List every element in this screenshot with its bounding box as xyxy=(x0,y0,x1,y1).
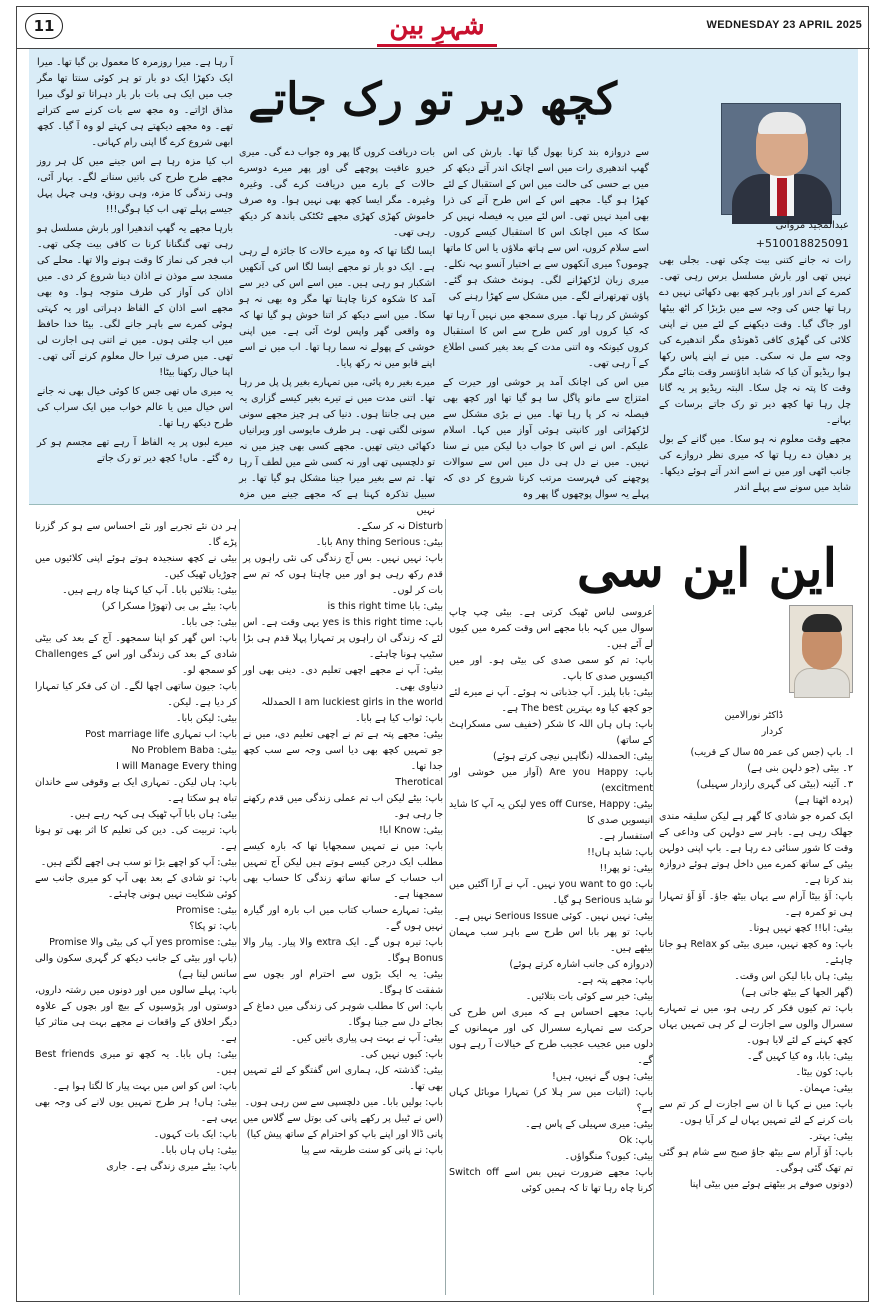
dialogue-line: بیٹی: تمہارے حساب کتاب میں اب بارہ اور گیارہ نہیں ہوں گے۔ xyxy=(243,905,443,932)
dialogue-line: بیٹی: یہ ایک بڑوں سے احترام اور بچوں سے شفقت کا ہوگا۔ xyxy=(243,969,443,996)
dialogue-line: باپ: تربیت کی۔ دین کی تعلیم کا اثر بھی تو ہونا ہے۔ xyxy=(35,825,237,852)
dialogue-line: باپ: بیٹے میری زندگی ہے۔ جاری xyxy=(106,1161,237,1172)
dialogue-line: بیٹی: بابا، وہ کیا کہیں گے۔ xyxy=(746,1051,853,1062)
dialogue-line: بیٹی: الحمدللہ (نگاہیں نیچی کرتے ہوئے) xyxy=(493,751,653,762)
dialogue-line: بیٹی: بابا is this right time xyxy=(327,601,443,612)
dialogue-line: باپ: اس کا مطلب شوہر کی زندگی میں دماغ کے بجائے دل سے جینا ہوگا۔ xyxy=(243,1001,443,1028)
dialogue-line: باپ: بیٹے لیکن اب تم عملی زندگی میں قدم رکھنے جا رہی ہو۔ xyxy=(243,793,443,820)
dialogue-line: باپ: Ok xyxy=(618,1135,653,1146)
dialogue-line: بیٹی: ہاں بابا۔ یہ کچھ تو میری Best friends ہیں۔ xyxy=(35,1049,237,1076)
dialogue-line: باپ: Are you Happy (آواز میں خوشی اور excitment) xyxy=(449,767,653,794)
dialogue-line: باپ: تم کو سمی صدی کی بیٹی ہو۔ اور میں اکیسویں صدی کا باپ۔ xyxy=(449,655,653,682)
dialogue-line: Therotical xyxy=(395,777,443,788)
dialogue-line: باپ: تیرہ ہوں گے۔ ایک extra والا پیار۔ پیار والا Bonus ہوگا۔ xyxy=(243,937,443,964)
dialogue-line: بیٹی: خیر سے کوئی بات بتلائیں۔ xyxy=(525,991,653,1002)
bottom-article-headline: این این سی xyxy=(576,538,838,599)
top-article-column-4 xyxy=(37,55,233,499)
top-article-column-3 xyxy=(239,145,435,516)
dialogue-line: باپ: میں نے کہا نا ان سے اجازت لے کر تم سے بات کرنے کے لئے تمہیں یہاں لے کر آیا ہوں۔ xyxy=(659,1099,853,1126)
dialogue-line: بیٹی: بہتر۔ xyxy=(808,1131,853,1142)
issue-date: WEDNESDAY 23 APRIL 2025 xyxy=(706,19,862,31)
newspaper-page xyxy=(16,6,869,1302)
dialogue-line: بیٹی: ہاں بابا لیکن اس وقت۔ xyxy=(734,971,853,982)
author-photo-2 xyxy=(789,605,853,693)
column-divider xyxy=(239,519,240,1295)
masthead-underline xyxy=(377,44,497,47)
bottom-author-name: ڈاکٹر نورالامین xyxy=(724,710,783,721)
dialogue-line: باپ: بیٹے بی بی (تھوڑا مسکرا کر) xyxy=(101,601,237,612)
dialogue-line: باپ: تم کیوں فکر کر رہی ہو، میں نے تمہارے سسرال والوں سے اجازت لے کر ہی تمہیں یہاں کچھ کہنے کے لئے لایا ہوں۔ xyxy=(659,1003,853,1046)
dialogue-line: بیٹی: ابا!! کچھ نہیں ہوتا۔ xyxy=(748,923,853,934)
dialogue-line: I am luckiest girls in the world الحمدللہ xyxy=(261,697,443,708)
dialogue-line: باپ: تو پکا؟ xyxy=(189,921,237,932)
dialogue-line: بیٹی: نہیں نہیں۔ کوئی Serious Issue نہیں ہے۔ xyxy=(453,911,653,922)
dialogue-line: بیٹی: yes promise آپ کی بیٹی والا Promise xyxy=(49,937,237,948)
paragraph: سے دروازہ بند کرنا بھول گیا تھا۔ بارش کی اس گھپ اندھیری رات میں اسے اچانک اندر آتے دیکھ کر میں بے حسی کی حالت میں اس کے استقبال کے لئے کھڑا ہو گیا۔ مجھے اس کے اس طرح آنے کی ذرا بھی امید نہیں تھی۔ اس لئے میں یہ فیصلہ نہیں کر سکا کہ میں اچانک اس کا استقبال کیسے کروں۔ اسے سلام کروں، اس سے ہاتھ ملاؤں یا اس کا ماتھا چوموں؟ میری آنکھوں سے بے اختیار آنسو بہہ نکلے۔ میری زبان لڑکھڑانے لگی۔ ہونٹ خشک ہو گئے۔ پاؤں تھرتھرانے لگے۔ میں مشکل سے کھڑا رہنے کی xyxy=(443,147,649,302)
masthead-logo xyxy=(377,9,497,45)
dialogue-line: I will Manage Every thing xyxy=(116,761,237,772)
dialogue-line: باپ: مجھے احساس ہے کہ میری اس طرح کی حرکت سے تمہارے سسرال کی اور مہمانوں کے دلوں میں عجیب عجیب طرح کے خیالات آ رہے ہوں گے۔ xyxy=(449,1007,653,1066)
dialogue-line: بیٹی: آپ کو اچھے بڑا تو سب ہی اچھے لگتے ہیں۔ xyxy=(40,857,237,868)
top-article-column-2 xyxy=(443,145,649,499)
dialogue-line: بیٹی نے کچھ سنجیدہ ہوتے ہوئے اپنی کلائیوں میں چوڑیاں ٹھیک کیں۔ xyxy=(35,553,237,580)
dialogue-line: بیٹی: Promise xyxy=(176,905,237,916)
bottom-article-column-4 xyxy=(35,519,237,1293)
masthead-name: شہرِ بین xyxy=(389,11,485,41)
dialogue-line: ۳۔ آئینہ (بیٹی کی گہری رازدار سہیلی) xyxy=(696,779,853,790)
paragraph: کوشش کر رہا تھا۔ میری سمجھ میں نہیں آ رہا تھا کہ کیا کروں اور کس طرح سے اس کا استقبال کروں کیونکہ وہ اتنی مدت کے بعد بغیر کسی اطلاع کے آ رہی تھی۔ xyxy=(443,310,649,369)
dialogue-line: باپ: کیوں نہیں کی۔ xyxy=(359,1049,443,1060)
dialogue-line: ا۔ باپ (جس کی عمر ۵۵ سال کے قریب) xyxy=(690,747,853,758)
dialogue-line: ایک کمرہ جو شادی کا گھر ہے لیکن سلیقہ مندی جھلک رہی ہے۔ باہر سے دولہن کی وداعی کے وقت کا شور سنائی دے رہا ہے۔ باپ اپنی دولہن بیٹی کے ساتھ کمرے میں داخل ہوتے ہوئے دروازہ بند کرتا ہے۔ xyxy=(659,811,853,886)
dialogue-line: باپ: تو پھر بابا اس طرح سے باہر سب مہمان بیٹھے ہیں۔ xyxy=(449,927,653,954)
paragraph: میرے بغیر رہ پائی، میں تمہارے بغیر پل پل مر رہا تھا۔ اتنی مدت میں نے تیرے بغیر کیسے گزاری یہ میں ہی جانتا ہوں۔ دنیا کی ہر چیز مجھے سونی سونی لگتی تھی۔ ہر طرف مایوسی اور ویرانیاں دکھائی دیتی تھیں۔ مجھے کسی بھی چیز میں نہ تو دلچسپی تھی اور نہ کسی شے میں لطف آ رہا تھا۔ تم سے بغیر میرا جینا مشکل ہو گیا تھا۔ بر سبیل تذکرہ کہنا ہے کہ مجھے جینے میں مزہ نہیں xyxy=(239,377,435,516)
dialogue-line: بیٹی: بتلائیں بابا۔ آپ کیا کہنا چاہ رہے ہیں۔ xyxy=(62,585,237,596)
author-name: عبدالمجید مروانی xyxy=(775,220,849,231)
paragraph: یہ میری ماں تھی جس کا کوئی خیال بھی نہ جانے اس خیال میں یا عالم خواب میں ایک سراب کی طرح دیکھ رہا تھا۔ xyxy=(37,386,233,429)
top-article-column-1 xyxy=(659,253,851,499)
dialogue-line: باپ: ہاں لیکن۔ تمہاری ایک بے وقوفی سے خاندان تباہ ہو سکتا ہے۔ xyxy=(35,777,237,804)
column-divider xyxy=(653,605,654,1295)
dialogue-line: باپ: تو شادی کے بعد بھی آپ کو میری جانب سے کوئی شکایت نہیں ہونی چاہئے۔ xyxy=(35,873,237,900)
dialogue-line: بیٹی: No Problem Baba xyxy=(131,745,237,756)
top-article-headline: کچھ دیر تو رک جاتے xyxy=(248,74,617,125)
photo-hair xyxy=(758,112,806,134)
dialogue-line: باپ: وہ کچھ نہیں، میری بیٹی کو Relax ہو جانا چاہئے۔ xyxy=(659,939,853,966)
dialogue-line: باپ: you want to go نہیں۔ آپ نے آرا آگئیں میں تو شاید Serious ہو گیا۔ xyxy=(449,879,653,906)
dialogue-line: بیٹی: لیکن بابا۔ xyxy=(175,713,237,724)
dialogue-line: (گھر الجھا کے بیٹھ جاتی ہے) xyxy=(741,987,853,998)
dialogue-line: باپ: آؤ آرام سے بیٹھ جاؤ صبح سے شام ہو گئی تم تھک گئی ہوگی۔ xyxy=(659,1147,853,1174)
dialogue-line: بیٹی: مہمان۔ xyxy=(798,1083,853,1094)
dialogue-line: بیٹی: گذشتہ کل، ہماری اس گفتگو کے لئے تمہیں بھی تھا۔ xyxy=(243,1065,443,1092)
dialogue-line: باپ: کون بیٹا۔ xyxy=(795,1067,853,1078)
dialogue-line: باپ: ایک بات کہوں۔ xyxy=(153,1129,237,1140)
author-phone: +510018825091 xyxy=(755,237,849,250)
dialogue-line: بیٹی: تو پھر!! xyxy=(599,863,653,874)
dialogue-line: باپ: بولیں بابا۔ میں دلچسپی سے سن رہی ہوں۔ xyxy=(244,1097,443,1108)
dialogue-line: بیٹی: آپ نے مجھے اچھی تعلیم دی۔ دینی بھی اور دنیاوی بھی۔ xyxy=(243,665,443,692)
dialogue-line: بیٹی: ہاں ہاں بابا۔ xyxy=(160,1145,237,1156)
dialogue-line: (دروازہ کی جانب اشارہ کرتے ہوئے) xyxy=(509,959,653,970)
bottom-article-column-2 xyxy=(449,605,653,1293)
dialogue-line: استفسار ہے۔ xyxy=(598,831,653,842)
dialogue-line: بیٹی: yes off Curse, Happy لیکن یہ آپ کا شاید انیسویں صدی کا xyxy=(449,799,653,826)
paragraph: رات نہ جانے کتنی بیت چکی تھی۔ بجلی بھی نہیں تھی اور بارش مسلسل برس رہی تھی۔ کمرے کے اندر اور باہر کچھ بھی دکھائی نہیں دے رہا تھا جس کی وجہ سے میں بڑبڑا کر اٹھ بیٹھا اور جاگ گیا۔ وقت دیکھنے کے لئے میں نے اپنی کلائی کی گھڑی کافی ڈھونڈی مگر اندھیرے کی وجہ سے مل نہ سکی۔ میں نے اپنے پاس رکھا ہوا ریڈیو آن کیا کہ شاید اناؤنسر وقت بتائے مگر وقت کا پتہ نہ چل سکا۔ البتہ ریڈیو پر یہ گانا چل رہا تھا کچھ دیر تو رک جاتے برسات کے بہانے۔ xyxy=(659,255,851,426)
photo-body xyxy=(794,668,850,698)
dialogue-line: عروسی لباس ٹھیک کرتی ہے۔ بیٹی چپ چاپ سوال میں کہہ بابا مجھے اس وقت کمرہ میں کیوں لے آئے ہیں۔ xyxy=(449,607,653,650)
paragraph: بارہا مجھے یہ گھپ اندھیرا اور بارش مسلسل ہو رہی تھی گنگنانا کرنا ت کافی بیت چکی تھی۔ اب فجر کی نماز کا وقت ہونے والا تھا۔ محلے کی مسجد سے موذن نے اذان دینا شروع کر دی۔ میں اذان کی آواز کی طرف متوجہ ہوا۔ وہ بھی مجھے اسے اذان کے الفاظ دہراتی اور یہ کہتی ہوئی کمرے سے باہر جانے لگی۔ بیٹا خدا حافظ میں اب چلتی ہوں۔ میں نے اتنی ہی اجازت لی تھی۔ میں صرف تیرا حال معلوم کرنے آئی تھی۔ اپنا خیال رکھنا بیٹا! xyxy=(37,223,233,378)
dialogue-line: (پردہ اٹھتا ہے) xyxy=(794,795,853,806)
dialogue-line: باپ: مجھے ضرورت نہیں بس اسے Switch off کرنا چاہ رہا تھا تا کہ ہمیں کوئی xyxy=(449,1167,654,1194)
dialogue-line: باپ: اس گھر کو اپنا سمجھو۔ آج کے بعد کی بیٹی شادی کے بعد کی زندگی اور اس کے Challenges کو سمجھ لو۔ xyxy=(35,633,237,676)
paragraph: ایسا لگتا تھا کہ وہ میرے حالات کا جائزہ لے رہی ہے۔ ایک دو بار تو مجھے ایسا لگا اس کی آنکھیں اشکبار ہو رہی ہیں۔ میں اسے اس کی دیر سے آمد کا شکوہ کرنا چاہتا تھا مگر وہ بھی نہ ہو سکا۔ میں اسے دیکھ کر اتنا خوش ہو گیا تھا کہ وہ واقعی گھر واپس لوٹ آئی ہے۔ میں اپنی خوشی کے پھولے نہ سما رہا تھا۔ اب میں نے اسے اپنے قابو میں نہ رکھ پایا۔ xyxy=(239,246,435,369)
bottom-article-column-1 xyxy=(659,745,853,1293)
top-article xyxy=(29,49,858,516)
column-divider xyxy=(445,519,446,1295)
dialogue-line: باپ: میں نے تمہیں سمجھایا تھا کہ بارہ کیسے مطلب ایک درجن کیسے ہوتے ہیں لیکن آج تمہیں اب حساب کے ساتھ ساتھ زندگی کا حساب بھی سمجھنا ہے۔ xyxy=(243,841,443,900)
dialogue-line: باپ: پہلے سالوں میں اور دونوں میں رشتہ داروں، دوستوں اور پڑوسیوں کے بیچ اور بچوں کے علاوہ دیگر اخلاق کے واقعات نے مجھے بہت ہی متاثر کیا ہے۔ xyxy=(35,985,237,1044)
dialogue-line: باپ: ہاں ہاں اللہ کا شکر (خفیف سی مسکراہٹ کے ساتھ) xyxy=(449,719,653,746)
paragraph: میں اس کی اچانک آمد پر خوشی اور حیرت کے امتزاج سے مانو پاگل سا ہو گیا تھا اور کچھ بھی فیصلہ نہ کر پا رہا تھا۔ میں نے بڑی مشکل سے لڑکھڑاتی اور کانپتی ہوئی آواز میں کہا۔ اسلام علیکم۔ اس نے اس کا جواب دیا لیکن میں نے سنا نہیں۔ میں نے دل ہی دل میں اس سے سوالات پوچھنے کی فہرست مرتب کرنا شروع کر دی کہ پہلے یہ سوال پوچھوں گا پھر وہ xyxy=(443,377,649,500)
dialogue-line: بیٹی: جی بابا۔ xyxy=(180,617,237,628)
photo-hair xyxy=(802,614,842,632)
dialogue-line: بیٹی: میری سہیلی کے پاس ہے۔ xyxy=(525,1119,653,1130)
dialogue-line: بیٹی: Know ابا! xyxy=(379,825,443,836)
dialogue-line: (اس نے ٹیبل پر رکھے پانی کی بوتل سے گلاس میں پانی ڈالا اور اپنے باپ کو احترام کے ساتھ پیش کیا) xyxy=(243,1113,443,1140)
photo-tie xyxy=(777,178,787,216)
dialogue-line: باپ: اب تمہاری Post marriage life xyxy=(85,729,237,740)
author-photo xyxy=(721,103,841,215)
dialogue-line: بیٹی: ہوں گے نہیں، ہیں! xyxy=(552,1071,653,1082)
dialogue-line: بیٹی: بابا پلیز۔ آپ جذباتی نہ ہوئے۔ آپ نے میرے لئے جو کچھ کیا وہ بہترین The best ہے۔ xyxy=(449,687,653,714)
bottom-article xyxy=(29,509,858,1299)
dialogue-line: ہر دن نئے تجربے اور نئے احساس سے ہو کر گزرنا پڑے گا۔ xyxy=(35,521,237,548)
paragraph: مجھے وقت معلوم نہ ہو سکا۔ میں گانے کے بول پر دھیان دے رہا تھا کہ میری نظر دروازے کی جانب اٹھی اور میں نے اسے اندر آتے ہوئے دیکھا۔ شاید میں سونے سے پہلے اندر xyxy=(659,434,851,493)
dialogue-line: بیٹی: آپ نے بہت ہی پیاری باتیں کیں۔ xyxy=(291,1033,443,1044)
dialogue-line: بیٹی: ہاں بابا آپ ٹھیک ہی کہہ رہے ہیں۔ xyxy=(69,809,237,820)
dialogue-line: ۲۔ بیٹی (جو دلہن بنی ہے) xyxy=(747,763,853,774)
dialogue-line: باپ: yes is this right time یہی وقت ہے۔ اس لئے کہ زندگی ان راہوں پر تمہارا پہلا قدم ہی بڑا سٹیپ ہونا چاہئے۔ xyxy=(243,617,443,660)
dialogue-line: باپ: اس کو اس میں بہت پیار کا لگتا ہوا ہے۔ xyxy=(52,1081,237,1092)
dialogue-line: بیٹی: ہاں! ہر طرح تمہیں یوں لانے کی وجہ بھی یہی ہے۔ xyxy=(35,1097,237,1124)
dialogue-line: بیٹی: کیوں؟ منگواؤں۔ xyxy=(564,1151,653,1162)
dialogue-line: (باپ اور بیٹی کے جانب دیکھ کر گہری سکون والی سانس لیتا ہے) xyxy=(35,953,237,980)
dialogue-line: (دونوں صوفے پر بیٹھتے ہوئے میں بیٹی اپنا xyxy=(689,1179,853,1190)
dialogue-line: بیٹی: Any thing Serious بابا۔ xyxy=(315,537,443,548)
bottom-article-column-3 xyxy=(243,519,443,1293)
dialogue-line: باپ: نہیں نہیں۔ بس آج زندگی کی نئی راہوں پر قدم رکھ رہی ہو اور میں چاہتا ہوں کہ تم سے بات کر لوں۔ xyxy=(243,553,443,596)
paragraph: میرے لبوں پر یہ الفاظ آ رہے تھے مجسم ہو کر رہ گئے۔ ماں! کچھ دیر تو رک جاتے xyxy=(37,437,233,464)
dialogue-line: باپ: آؤ بیٹا آرام سے یہاں بیٹھ جاؤ۔ آؤ آؤ تمہارا ہی تو کمرہ ہے۔ xyxy=(659,891,853,918)
paragraph: بات دریافت کروں گا پھر وہ جواب دے گی۔ میری خیرو عافیت پوچھے گی اور پھر میرے دوسرے حالات کے بارے میں دریافت کرے گی۔ وغیرہ وغیرہ۔ مگر ایسا کچھ بھی نہیں ہوا۔ وہ صرف خاموش کھڑی کھڑی مجھے ٹکٹکی باندھ کر دیکھ رہی تھی۔ xyxy=(239,147,435,238)
dialogue-line: باپ: شاید ہاں!! xyxy=(587,847,653,858)
paragraph: اب کیا مزہ رہا ہے اس جینے میں کل ہر روز مجھے طرح طرح کی باتیں سنانے لگے۔ بہار آئی، وہی زندگی کا مزہ، وہی رونق، وہی چہل پہل جیسے پہلے تھی اب کیا ہوگی!!! xyxy=(37,156,233,215)
dialogue-line: باپ: مجھے پتہ ہے۔ xyxy=(576,975,653,986)
dialogue-line: باپ: (اثبات میں سر ہلا کر) تمہارا موبائل کہاں ہے؟ xyxy=(449,1087,653,1114)
characters-label: کردار xyxy=(761,726,783,737)
dialogue-line: باپ: جیون ساتھی اچھا لگے۔ ان کی فکر کیا تمہارا کر دیا ہے۔ لیکن۔ xyxy=(35,681,237,708)
dialogue-line: Disturb نہ کر سکے۔ xyxy=(356,521,443,532)
page-header xyxy=(17,7,870,49)
paragraph: آ رہا ہے۔ میرا روزمرہ کا معمول بن گیا تھا۔ میرا ایک دکھڑا ایک دو بار تو ہر کوئی سنتا تھا مگر جب میں ایک ہی بات بار بار دہراتا تو لوگ میرا مذاق اڑاتے۔ وہ مجھ سے بات کرنے سے کتراتے تھے۔ وہ مجھے دیکھتے ہی کہتے لو وہ آ گیا۔ کچھ ابھی شروع کرے گا اپنی رام کہانی۔ xyxy=(37,57,233,148)
page-number: 11 xyxy=(25,13,63,39)
dialogue-line: بیٹی: مجھے پتہ ہے تم نے اچھی تعلیم دی، میں نے جو تمہیں کچھ بھی دیا اسی وجہ سے سب کچھ جدا تھا۔ xyxy=(243,729,443,772)
dialogue-line: باپ: ثواب کیا ہے بابا۔ xyxy=(355,713,443,724)
dialogue-line: باپ: نے پانی کو سنت طریقہ سے پیا xyxy=(301,1145,443,1156)
